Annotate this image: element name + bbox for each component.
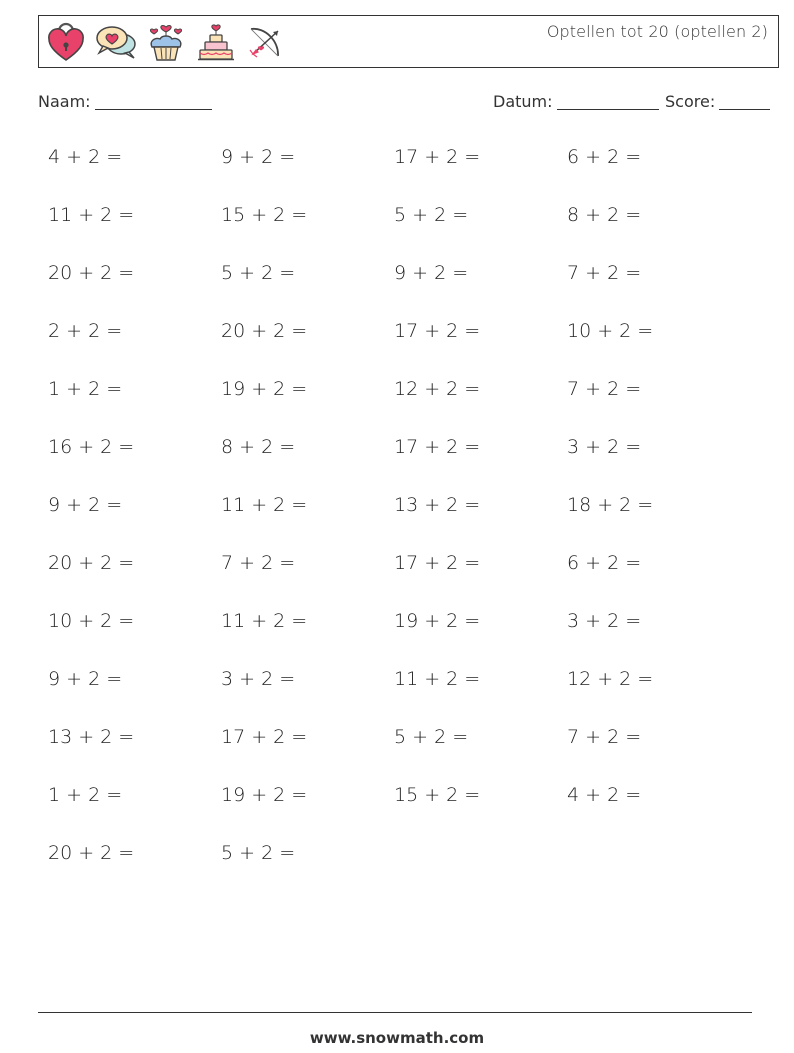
problem-r11-c4: 7 + 2 = <box>567 726 642 748</box>
problem-r2-c1: 11 + 2 = <box>48 204 135 226</box>
problem-r5-c2: 19 + 2 = <box>221 378 308 400</box>
problem-r7-c1: 9 + 2 = <box>48 494 123 516</box>
problem-r11-c2: 17 + 2 = <box>221 726 308 748</box>
wedding-cake-icon <box>195 21 237 63</box>
problem-r10-c1: 9 + 2 = <box>48 668 123 690</box>
problem-r4-c4: 10 + 2 = <box>567 320 654 342</box>
problem-r8-c2: 7 + 2 = <box>221 552 296 574</box>
score-label: Score: <box>665 92 716 111</box>
worksheet-title: Optellen tot 20 (optellen 2) <box>546 22 768 41</box>
header-box <box>38 15 779 68</box>
problem-r3-c2: 5 + 2 = <box>221 262 296 284</box>
name-blank[interactable] <box>95 94 212 110</box>
problem-r4-c3: 17 + 2 = <box>394 320 481 342</box>
problem-r5-c4: 7 + 2 = <box>567 378 642 400</box>
problem-r3-c1: 20 + 2 = <box>48 262 135 284</box>
problem-r8-c1: 20 + 2 = <box>48 552 135 574</box>
problem-r7-c3: 13 + 2 = <box>394 494 481 516</box>
problem-r6-c2: 8 + 2 = <box>221 436 296 458</box>
date-field <box>493 92 659 111</box>
speech-bubbles-heart-icon <box>95 21 137 63</box>
problem-r4-c2: 20 + 2 = <box>221 320 308 342</box>
problem-r6-c3: 17 + 2 = <box>394 436 481 458</box>
header-icons <box>45 20 287 64</box>
problem-r2-c2: 15 + 2 = <box>221 204 308 226</box>
problem-r12-c4: 4 + 2 = <box>567 784 642 806</box>
name-field <box>38 92 212 111</box>
footer-url: www.snowmath.com <box>309 1029 485 1047</box>
problem-r12-c1: 1 + 2 = <box>48 784 123 806</box>
name-label: Naam: <box>38 92 91 111</box>
problem-r13-c1: 20 + 2 = <box>48 842 135 864</box>
score-field <box>665 92 770 111</box>
problem-r10-c2: 3 + 2 = <box>221 668 296 690</box>
date-blank[interactable] <box>557 94 659 110</box>
problem-r9-c1: 10 + 2 = <box>48 610 135 632</box>
problem-r10-c4: 12 + 2 = <box>567 668 654 690</box>
problem-r11-c1: 13 + 2 = <box>48 726 135 748</box>
problem-r10-c3: 11 + 2 = <box>394 668 481 690</box>
problem-r7-c2: 11 + 2 = <box>221 494 308 516</box>
problem-r8-c3: 17 + 2 = <box>394 552 481 574</box>
problem-r9-c2: 11 + 2 = <box>221 610 308 632</box>
problem-r8-c4: 6 + 2 = <box>567 552 642 574</box>
footer-divider <box>38 1012 752 1013</box>
cupcake-hearts-icon <box>145 21 187 63</box>
problem-r12-c2: 19 + 2 = <box>221 784 308 806</box>
problem-r2-c3: 5 + 2 = <box>394 204 469 226</box>
problem-r5-c1: 1 + 2 = <box>48 378 123 400</box>
problem-r9-c3: 19 + 2 = <box>394 610 481 632</box>
problem-r2-c4: 8 + 2 = <box>567 204 642 226</box>
date-label: Datum: <box>493 92 553 111</box>
problem-r7-c4: 18 + 2 = <box>567 494 654 516</box>
problem-r6-c4: 3 + 2 = <box>567 436 642 458</box>
problem-r1-c3: 17 + 2 = <box>394 146 481 168</box>
problem-r11-c3: 5 + 2 = <box>394 726 469 748</box>
problem-r1-c2: 9 + 2 = <box>221 146 296 168</box>
heart-lock-icon <box>45 21 87 63</box>
problem-r3-c3: 9 + 2 = <box>394 262 469 284</box>
problem-r1-c1: 4 + 2 = <box>48 146 123 168</box>
problem-r1-c4: 6 + 2 = <box>567 146 642 168</box>
problem-r3-c4: 7 + 2 = <box>567 262 642 284</box>
problem-r12-c3: 15 + 2 = <box>394 784 481 806</box>
bow-arrow-icon <box>245 21 287 63</box>
problem-r4-c1: 2 + 2 = <box>48 320 123 342</box>
problem-r9-c4: 3 + 2 = <box>567 610 642 632</box>
problem-r6-c1: 16 + 2 = <box>48 436 135 458</box>
problem-r13-c2: 5 + 2 = <box>221 842 296 864</box>
problem-r5-c3: 12 + 2 = <box>394 378 481 400</box>
score-blank[interactable] <box>719 94 770 110</box>
